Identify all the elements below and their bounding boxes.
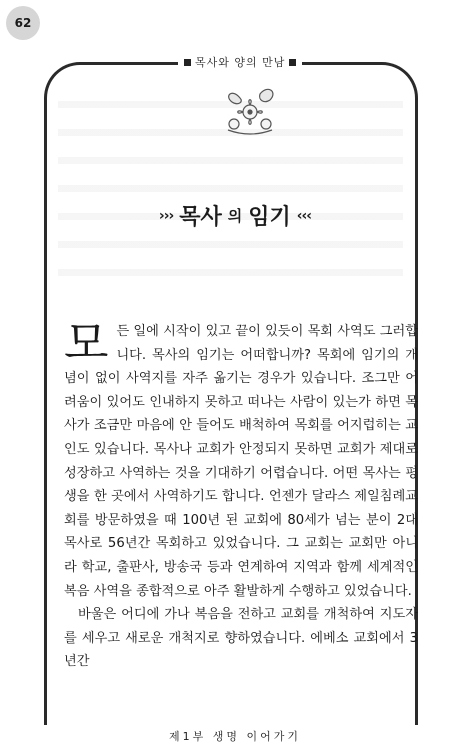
title-main: 목사 [179, 205, 222, 230]
chapter-title [0, 200, 470, 231]
square-bullet-icon [289, 59, 296, 66]
footer: 제1부 생명 이어가기 [169, 730, 301, 743]
paragraph-1-text: 든 일에 시작이 있고 끝이 있듯이 목회 사역도 그러합니다. 목사의 임기는 어떠합니까? 목회에 임기의 개념이 없이 사역지를 자주 옮기는 경우가 있습니다. 조그만 어려움이 있어도 인내하지 못하고 떠나는 사람이 있는가 하면 목사가 조금만 마음에 안 들어도 배척하여 목회를 어지럽히는 교인도 있습니다. 목사나 교회가 안정되지 못하면 교회가 제대로 성장하고 사역하는 것을 기대하기 어렵습니다. 어떤 목사는 평생을 한 곳에서 사역하기도 합니다. 언젠가 달라스 제일침례교회를 방문하였을 때 100년 된 교회에 80세가 넘는 분이 2대 목사로 56년간 목회하고 있었습니다. 그 교회는 교회만 아니라 학교, 출판사, 방송국 등과 연계하여 지역과 함께 세계적인 복음 사역을 종합적으로 아주 활발하게 수행하고 있었습니다. [64, 324, 418, 599]
page-number: 62 [6, 6, 40, 40]
paragraph-1 [64, 316, 418, 603]
square-bullet-icon [184, 59, 191, 66]
title-right-arrows: ‹‹‹ [296, 207, 312, 224]
title-particle: 의 [227, 207, 243, 225]
title-left-arrows: ››› [158, 207, 174, 224]
body-text [64, 316, 418, 674]
title-word: 임기 [248, 205, 291, 230]
drop-cap: 모 [64, 316, 109, 370]
flower-ornament-icon [218, 80, 282, 140]
running-head [178, 54, 302, 70]
paragraph-2: 바울은 어디에 가나 복음을 전하고 교회를 개척하여 지도자를 세우고 새로운 개척지로 향하였습니다. 에베소 교회에서 3년간 [64, 607, 418, 670]
running-head-text: 목사와 양의 만남 [195, 56, 286, 69]
